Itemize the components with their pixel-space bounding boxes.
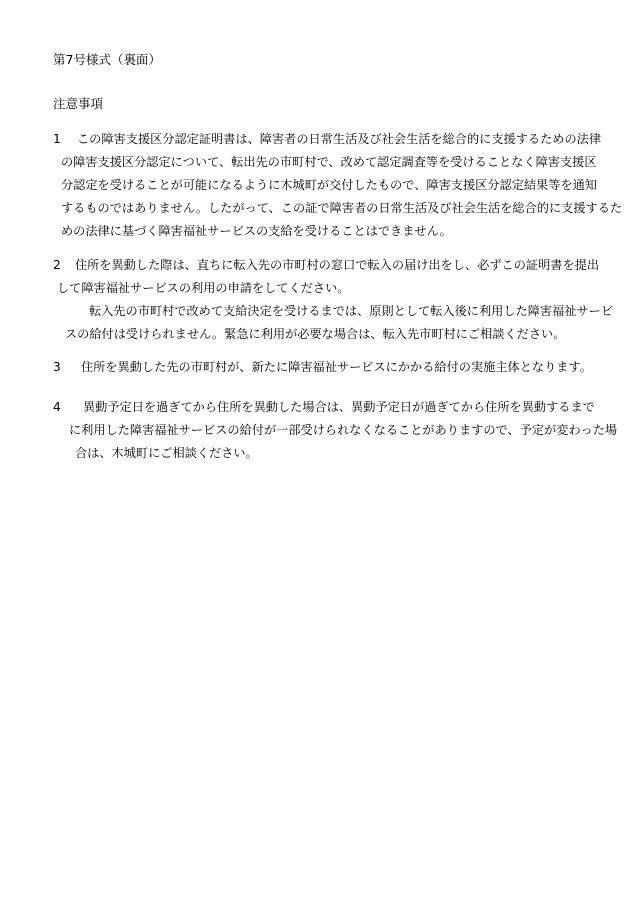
note-line: して障害福祉サービスの利用の申請をしてください。 <box>57 281 350 295</box>
note-item <box>53 254 614 346</box>
note-line: 合は、木城町にご相談ください。 <box>75 446 258 460</box>
note-line: めの法律に基づく障害福祉サービスの支給を受けることはできません。 <box>61 224 452 238</box>
note-number: 2 <box>53 258 61 272</box>
note-line: の障害支援区分認定について、転出先の市町村で、改めて認定調査等を受けることなく障害支援区 <box>61 155 597 169</box>
notes-heading: 注意事項 <box>53 96 104 111</box>
note-line: スの給付は受けられません。緊急に利用が必要な場合は、転入先市町村にご相談ください。 <box>65 327 566 341</box>
note-line: 異動予定日を過ぎてから住所を異動した場合は、異動予定日が過ぎてから住所を異動するまで <box>83 400 595 414</box>
note-line: 転入先の市町村で改めて支給決定を受けるまでは、原則として転入後に利用した障害福祉サービ <box>89 304 614 318</box>
note-line: 住所を異動した先の市町村が、新たに障害福祉サービスにかかる給付の実施主体となります。 <box>81 360 592 374</box>
note-number: 1 <box>53 132 61 146</box>
note-item <box>53 356 593 379</box>
note-number: 4 <box>53 400 61 414</box>
note-line: するものではありません。したがって、この証で障害者の日常生活及び社会生活を総合的に支援するた <box>61 201 623 215</box>
note-number: 3 <box>53 360 61 374</box>
note-item <box>53 128 623 243</box>
note-line: 住所を異動した際は、直ちに転入先の市町村の窓口で転入の届け出をし、必ずこの証明書を提出 <box>75 258 600 272</box>
form-number-label: 第7号様式（裏面） <box>53 52 161 67</box>
note-line: この障害支援区分認定証明書は、障害者の日常生活及び社会生活を総合的に支援するための法律 <box>77 132 602 146</box>
note-item <box>53 396 618 465</box>
note-line: 分認定を受けることが可能になるように木城町が交付したもので、障害支援区分認定結果等を通知 <box>61 178 598 192</box>
note-line: に利用した障害福祉サービスの給付が一部受けられなくなることがありますので、予定が変わった場 <box>69 423 618 437</box>
